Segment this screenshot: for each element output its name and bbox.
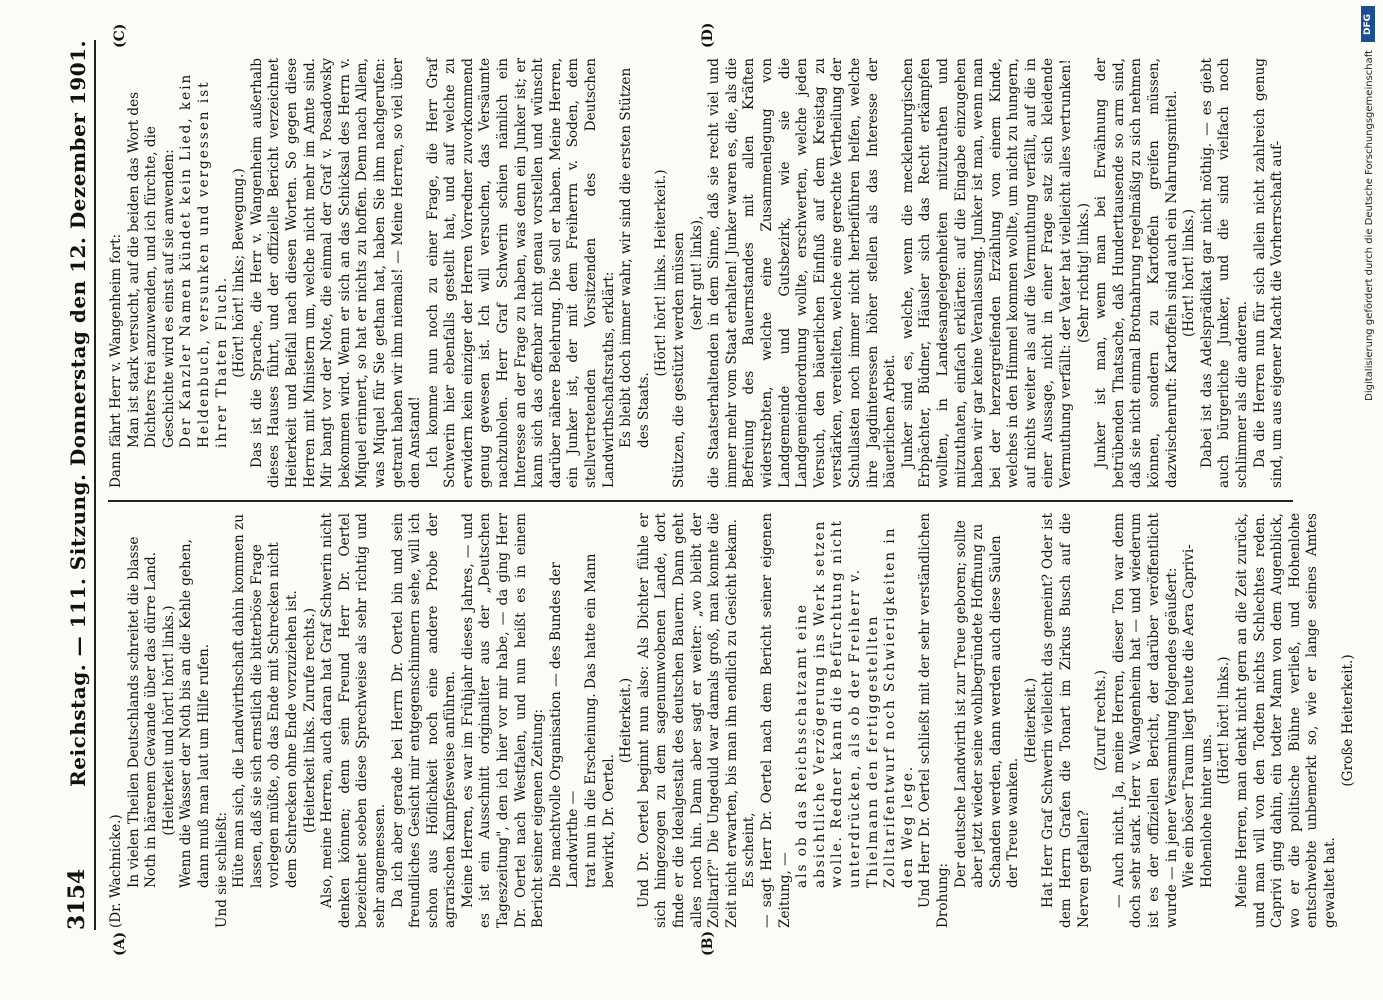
column-divider <box>108 500 1293 502</box>
paragraph: Und Herr Dr. Oertel schließt mit der sehr verständlichen Drohung: <box>917 513 951 928</box>
credit-text: Digitalisierung gefördert durch die Deutsche Forschungsgemeinschaft <box>1364 50 1375 401</box>
quote: als ob das Reichsschatzamt eine absichtliche Verzögerung ins Werk setzen wolle. Redner kann die Befürchtung nicht unterdrücken, als ob der Freiherr v. Thielmann den fertiggestellten Zolltarifentwurf noch Schwierigkeiten in den Weg lege. <box>794 518 916 888</box>
quote: Wie ein böser Traum liegt heute die Aera Caprivi-Hohenlohe hinter uns. <box>1181 544 1215 888</box>
margin-mark-b: (B) <box>700 930 716 956</box>
paragraph: — Auch nicht. Ja, meine Herren, dieser Ton war denn doch sehr stark. Herr v. Wangenheim hat — und wiederum ist es der offiziellen Bericht, der darüber veröffentlicht wurde — in jener Versammlung folgendes geäußert: <box>1110 513 1180 928</box>
dfg-logo-icon: DFG <box>1361 6 1375 42</box>
interjection: (Heiterkeit.) <box>1022 677 1039 764</box>
quote: Der deutsche Landwirth ist zur Treue geboren; sollte aber jetzt wieder seine wohlbegründete Hoffnung zu Schanden werden, dann werden auch diese Säulen der Treue wanken. <box>952 520 1022 888</box>
page-header <box>50 40 96 930</box>
verse: Der Kanzler Namen kündet kein Lied, kein Heldenbuch, versunken und vergessen ist ihrer Thaten Fluch. <box>178 72 230 448</box>
paragraph: die Staatserhaltenden in dem Sinne, daß sie recht viel und immer mehr vom Staat erhalten! Junker waren es, die, als die Befreiung des Bauernstandes mit allen Kräften widerstrebten, welche eine Zusammenlegung von Landgemeinde und Gutsbezirk, wie sie die Landgemeindeordnung wollte, erschwerten, welche jeden Versuch, den bäuerlichen Einfluß auf dem Kreistag zu verstärken, vereitelten, welche eine gerechte Vertheilung der Schullasten noch immer nicht herbeiführen helfen, welche ihre Jagdinteressen höher stellen als das Interesse der bäuerlichen Arbeit. <box>706 58 899 488</box>
interjection: (Hört! hört! links.) <box>1181 208 1198 338</box>
quote: Es scheint, <box>741 812 758 888</box>
paragraph: Meine Herren, es war im Frühjahr dieses Jahres, — und es ist ein Ausschnitt originaliter aus der „Deutschen Tageszeitung", den ich hier vor mir habe, — da ging Herr Dr. Oertel nach Westfalen, und nun heißt es in einem Bericht seiner eigenen Zeitung: <box>459 513 547 928</box>
quote: Hüte man sich, die Landwirthschaft dahin kommen zu lassen, daß sie sich ernstlich die bitterböse Frage vorlegen müßte, ob das Ende mit Schrecken nicht dem Schrecken ohne Ende vorzuziehen ist. <box>231 513 300 888</box>
digitization-credit <box>1361 0 1377 1000</box>
interjection: (Hört! hört! links; Bewegung.) <box>231 168 248 378</box>
margin-mark-a: (A) <box>112 931 128 956</box>
quote: trat nun in die Erscheinung. Das hatte ein Mann bewirkt, Dr. Oertel. <box>583 553 617 888</box>
paragraph: Und Dr. Oertel beginnt nun also: Als Dichter fühle er sich hingezogen zu dem sagenumwobenen Lande, dort finde er die Idealgestalt des deutschen Bauern. Dann geht alles noch hin. Dann aber sagt er weiter: „wo bleibt der Zolltarif?" Die Ungeduld war damals groß, man konnte die Zeit nicht erwarten, bis man ihn endlich zu Gesicht bekam. <box>635 513 740 928</box>
interjection: (Hört! hört! links.) <box>1216 656 1233 785</box>
paragraph: Da ich aber gerade bei Herrn Dr. Oertel bin und sein freundliches Gesicht mir entgegenschimmern sehe, will ich schon aus Höflichkeit noch eine andere Probe der agrarischen Kampfesweise anführen. <box>389 513 459 928</box>
paragraph: Und sie schließt: <box>213 811 230 928</box>
interjection: (Heiterkeit und hört! hört! links.) <box>160 605 177 836</box>
page-title: Reichstag. — 111. Sitzung. Donnerstag den 12. Dezember 1901. <box>66 40 90 787</box>
paragraph: — sagt Herr Dr. Oertel nach dem Bericht seiner eigenen Zeitung, — <box>758 513 793 928</box>
page-number: 3154 <box>64 868 90 930</box>
interjection: (Sehr richtig! links.) <box>1075 202 1092 344</box>
quote: Es bleibt doch immer wahr, wir sind die ersten Stützen des Staats. <box>618 67 652 448</box>
margin-mark-c: (C) <box>112 23 128 48</box>
interjection: (Heiterkeit links. Zurufe rechts.) <box>301 607 318 834</box>
paragraph: Also, meine Herren, auch daran hat Graf Schwerin nicht denken können; denn sein Freund Herr Dr. Oertel bezeichnet soeben diese Sprechweise als sehr richtig und sehr angemessen. <box>319 513 388 928</box>
paragraph: Dann fährt Herr v. Wangenheim fort: <box>108 233 124 488</box>
quote: In vielen Theilen Deutschlands schreitet die blasse Noth in härenem Gewande über das dürre Land. <box>125 536 160 888</box>
interjection: (Zuruf rechts.) <box>1093 669 1110 772</box>
interjection: (Große Heiterkeit.) <box>1339 654 1356 787</box>
paragraph: Ich komme nun noch zu einer Frage, die Herr Graf Schwerin hier ebenfalls gestellt hat, und auf welche zu erwidern kein einziger der Herren Vorredner zuvorkommend genug gewesen ist. Ich will versuchen, das Versäumte nachzuholen. Herr Graf Schwerin schien nämlich ein Interesse an der Frage zu haben, was denn ein Junker ist; er kann sich das offenbar nicht genau vorstellen und wünscht darüber nähere Belehrung. Die soll er haben. Meine Herren, ein Junker ist, der mit dem Freiherrn v. Soden, dem stellvertretenden Vorsitzenden des Deutschen Landwirthschaftsraths, erklärt: <box>424 58 617 488</box>
paragraph: Junker ist man, wenn man bei Erwähnung der betrübenden Thatsache, daß Hunderttausende so arm sind, daß sie nicht einmal Brotnahrung regelmäßig zu sich nehmen können, sondern zu Kartoffeln greifen müssen, dazwischenruft: Kartoffeln sind auch ein Nahrungsmittel. <box>1093 58 1180 488</box>
right-column <box>108 58 1293 488</box>
quote: Wenn die Wasser der Noth bis an die Kehle gehen, dann muß man laut um Hilfe rufen. <box>178 539 212 888</box>
paragraph: (Dr. Wachnicke.) <box>108 814 124 928</box>
interjection: (Heiterkeit.) <box>618 677 635 764</box>
quote: Die machtvolle Organisation — des Bundes der Landwirthe — <box>547 562 582 888</box>
paragraph: Da die Herren nun für sich allein nicht zahlreich genug sind, um aus eigener Macht die Vorherrschaft auf- <box>1251 58 1286 488</box>
paragraph: Stützen, die gestützt werden müssen <box>671 232 687 488</box>
quote: Man ist stark versucht, auf die beiden das Wort des Dichters frei anzuwenden, und ich fürchte, die Geschichte wird es einst auf sie anwenden: <box>125 91 177 448</box>
paragraph: Hat Herr Graf Schwerin vielleicht das gemeint? Oder ist dem Herrn Grafen die Tonart im Zirkus Busch auf die Nerven gefallen? <box>1040 513 1092 928</box>
margin-mark-d: (D) <box>700 22 716 48</box>
left-column <box>108 513 1356 928</box>
interjection: (sehr gut! links), <box>688 215 705 331</box>
paragraph: Das ist die Sprache, die Herr v. Wangenheim außerhalb dieses Hauses führt, und der offizielle Bericht verzeichnet Heiterkeit und Beifall nach diesen Worten. So gegen diese Herren mit Ministern um, welche nicht mehr im Amte sind. Mir bangt vor der Note, die einmal der Graf v. Posadowsky bekommen wird. Wenn er sich an das Schicksal des Herrn v. Miquel erinnert, so hat er nichts zu hoffen. Denn nach Allem, was Miquel für Sie gethan hat, haben Sie ihm nachgerufen: getrant haben wir ihm niemals! — Meine Herren, so viel über den Anstand! <box>248 58 424 488</box>
interjection: (Hört! hört! links. Heiterkeit.) <box>653 169 670 377</box>
paragraph: Junker sind es, welche, wenn die mecklenburgischen Erbpächter, Büdner, Häusler sich das Recht erkämpfen wollten, in Landesangelegenheiten mitzurathen und mitzuthaten, einfach erklärten: auf die Eingabe einzugehen haben wir gar keine Veranlassung. Junker ist man, wenn man bei der herzergreifenden Erzählung von einem Kinde, welches in den Himmel kommen wollte, um nicht zu hungern, auf nichts weiter als auf die Vermuthung verfällt, auf die in einer Aussage, nicht in einer Frage satz sich kleidende Vermuthung verfällt: der Vater hat vielleicht alles vertrunken! <box>899 58 1075 488</box>
paragraph: Meine Herren, man denkt nicht gern an die Zeit zurück, und man will von den Todten nichts Schlechtes reden. Caprivi ging dahin, ein todter Mann von dem Augenblick, wo er die politische Bühne verließ, und Hohenlohe entschwebte unbemerkt so, wie er lange seines Amtes gewaltet hat. <box>1234 513 1338 928</box>
paragraph: Dabei ist das Adelsprädikat gar nicht nöthig. — es giebt auch bürgerliche Junker, und die sind vielfach noch schlimmer als die anderen. <box>1198 58 1250 488</box>
